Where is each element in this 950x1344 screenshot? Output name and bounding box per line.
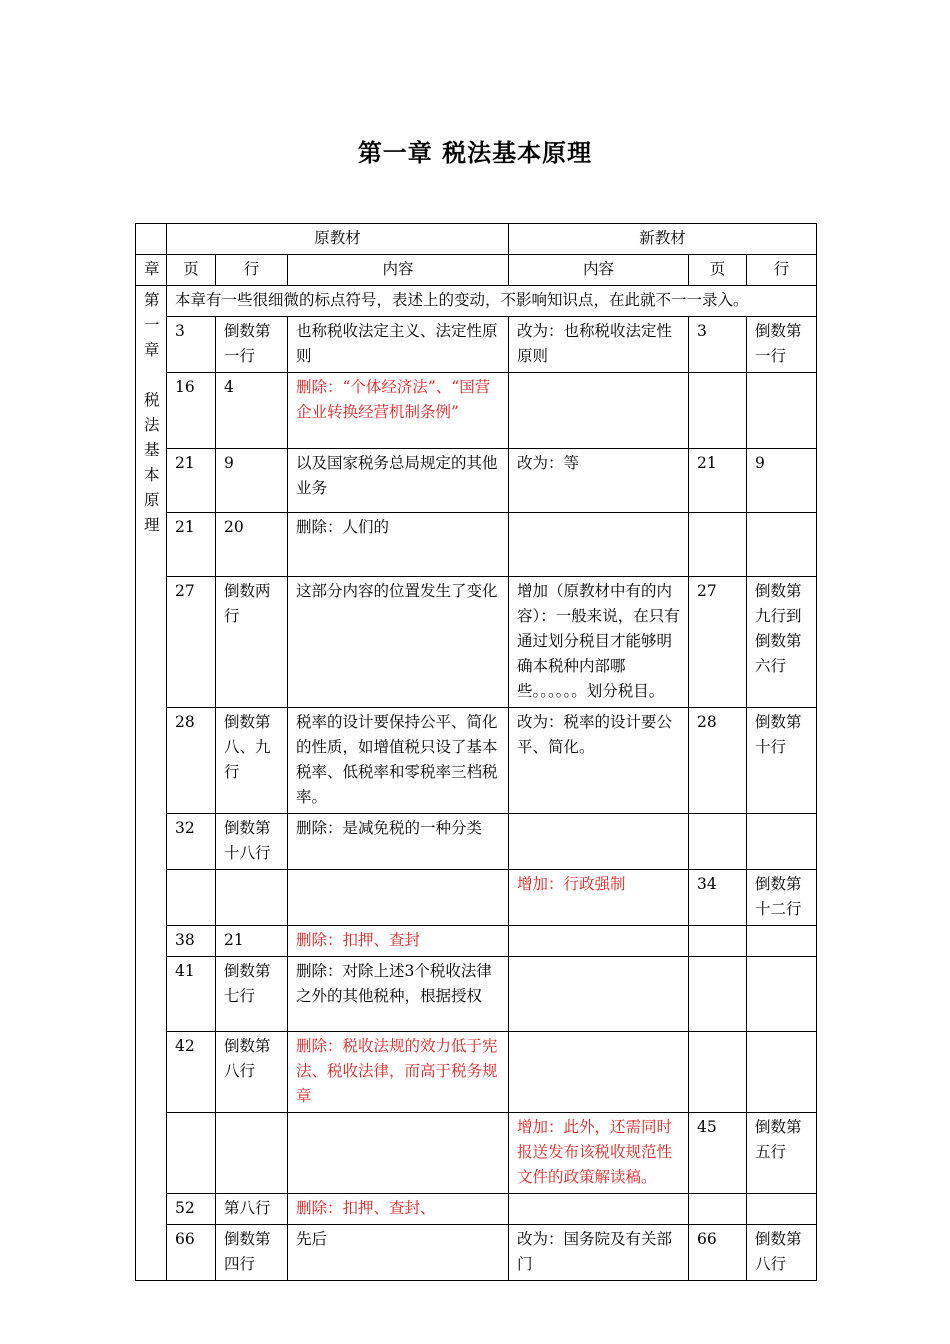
old-line-cell: 第八行 — [216, 1194, 288, 1225]
new-content-cell: 增加：行政强制 — [509, 870, 689, 926]
new-content-cell: 增加（原教材中有的内容）：一般来说，在只有通过划分税目才能够明确本税种内部哪些。。。。。。划分税目。 — [509, 577, 689, 708]
header-old-textbook: 原教材 — [167, 224, 509, 255]
chapter-label-char: 基 — [144, 441, 160, 459]
new-line-cell — [747, 373, 817, 449]
old-content-cell: 也称税收法定主义、法定性原则 — [288, 317, 509, 373]
new-line-cell — [747, 814, 817, 870]
old-page-cell: 52 — [167, 1194, 216, 1225]
new-line-cell — [747, 1194, 817, 1225]
new-page-cell: 66 — [689, 1225, 747, 1281]
new-content-cell — [509, 957, 689, 1032]
old-line-cell — [216, 1113, 288, 1194]
chapter-label-char: 法 — [144, 416, 160, 434]
chapter-label-char: 章 — [144, 341, 160, 359]
header-old-line: 行 — [216, 255, 288, 286]
header-group-row — [136, 224, 817, 255]
old-line-cell: 20 — [216, 513, 288, 577]
table-row — [136, 577, 817, 708]
old-content-cell: 税率的设计要保持公平、简化的性质，如增值税只设了基本税率、低税率和零税率三档税率。 — [288, 708, 509, 814]
note-row — [136, 286, 817, 317]
old-page-cell: 41 — [167, 957, 216, 1032]
new-page-cell — [689, 373, 747, 449]
header-new-content: 内容 — [509, 255, 689, 286]
old-page-cell — [167, 1113, 216, 1194]
old-content-cell: 删除：扣押、查封、 — [288, 1194, 509, 1225]
new-page-cell — [689, 1194, 747, 1225]
old-content-cell: 删除：对除上述3个税收法律之外的其他税种，根据授权 — [288, 957, 509, 1032]
new-line-cell — [747, 957, 817, 1032]
old-page-cell: 66 — [167, 1225, 216, 1281]
old-content-cell: 这部分内容的位置发生了变化 — [288, 577, 509, 708]
old-line-cell — [216, 870, 288, 926]
new-content-cell — [509, 373, 689, 449]
new-page-cell: 3 — [689, 317, 747, 373]
old-content-cell: 删除：税收法规的效力低于宪法、税收法律，而高于税务规章 — [288, 1032, 509, 1113]
new-page-cell — [689, 513, 747, 577]
old-page-cell: 32 — [167, 814, 216, 870]
header-new-page: 页 — [689, 255, 747, 286]
header-empty-cell — [136, 224, 167, 255]
new-line-cell — [747, 513, 817, 577]
old-page-cell: 16 — [167, 373, 216, 449]
new-line-cell: 倒数第九行到倒数第六行 — [747, 577, 817, 708]
old-page-cell: 21 — [167, 513, 216, 577]
table-row — [136, 814, 817, 870]
chapter-label-char: 原 — [144, 491, 160, 509]
old-line-cell: 倒数第四行 — [216, 1225, 288, 1281]
new-page-cell: 28 — [689, 708, 747, 814]
chapter-label-char: 一 — [144, 316, 160, 334]
new-content-cell — [509, 513, 689, 577]
new-page-cell — [689, 1032, 747, 1113]
page-title: 第一章 税法基本原理 — [357, 138, 593, 167]
old-line-cell: 倒数第十八行 — [216, 814, 288, 870]
old-content-cell: 删除：是减免税的一种分类 — [288, 814, 509, 870]
old-line-cell: 9 — [216, 449, 288, 513]
new-line-cell: 9 — [747, 449, 817, 513]
header-old-content: 内容 — [288, 255, 509, 286]
table-row — [136, 317, 817, 373]
old-page-cell: 3 — [167, 317, 216, 373]
table-row — [136, 513, 817, 577]
new-content-cell — [509, 814, 689, 870]
old-page-cell — [167, 870, 216, 926]
new-page-cell — [689, 814, 747, 870]
table-row — [136, 1225, 817, 1281]
new-content-cell — [509, 1194, 689, 1225]
new-content-cell: 改为：也称税收法定性原则 — [509, 317, 689, 373]
header-new-textbook: 新教材 — [509, 224, 817, 255]
old-page-cell: 42 — [167, 1032, 216, 1113]
old-line-cell: 倒数第一行 — [216, 317, 288, 373]
new-content-cell: 改为：等 — [509, 449, 689, 513]
header-new-line: 行 — [747, 255, 817, 286]
old-line-cell: 21 — [216, 926, 288, 957]
new-content-cell — [509, 1032, 689, 1113]
old-content-cell: 删除：人们的 — [288, 513, 509, 577]
header-column-row — [136, 255, 817, 286]
table-row — [136, 449, 817, 513]
chapter-label-char: 本 — [144, 466, 160, 484]
old-line-cell: 4 — [216, 373, 288, 449]
table-row — [136, 1194, 817, 1225]
old-content-cell: 删除：“个体经济法”、“国营企业转换经营机制条例” — [288, 373, 509, 449]
old-page-cell: 21 — [167, 449, 216, 513]
table-row — [136, 373, 817, 449]
new-line-cell: 倒数第十行 — [747, 708, 817, 814]
new-content-cell: 改为：税率的设计要公平、简化。 — [509, 708, 689, 814]
new-page-cell — [689, 957, 747, 1032]
note-text: 本章有一些很细微的标点符号，表述上的变动，不影响知识点，在此就不一一录入。 — [167, 286, 817, 317]
new-page-cell: 27 — [689, 577, 747, 708]
table-row — [136, 708, 817, 814]
header-chapter: 章 — [136, 255, 167, 286]
chapter-label — [136, 286, 167, 1281]
chapter-label-char: 税 — [144, 391, 160, 409]
table-row — [136, 926, 817, 957]
revision-table — [135, 223, 817, 1281]
new-page-cell: 45 — [689, 1113, 747, 1194]
new-page-cell: 34 — [689, 870, 747, 926]
old-line-cell: 倒数两行 — [216, 577, 288, 708]
new-content-cell: 改为：国务院及有关部门 — [509, 1225, 689, 1281]
old-page-cell: 28 — [167, 708, 216, 814]
new-line-cell: 倒数第十二行 — [747, 870, 817, 926]
new-page-cell — [689, 926, 747, 957]
old-page-cell: 27 — [167, 577, 216, 708]
old-content-cell — [288, 1113, 509, 1194]
table-row — [136, 870, 817, 926]
old-line-cell: 倒数第八、九行 — [216, 708, 288, 814]
old-line-cell: 倒数第八行 — [216, 1032, 288, 1113]
new-line-cell: 倒数第八行 — [747, 1225, 817, 1281]
old-line-cell: 倒数第七行 — [216, 957, 288, 1032]
old-page-cell: 38 — [167, 926, 216, 957]
old-content-cell: 删除：扣押、查封 — [288, 926, 509, 957]
old-content-cell — [288, 870, 509, 926]
table-row — [136, 1113, 817, 1194]
new-line-cell: 倒数第一行 — [747, 317, 817, 373]
new-content-cell: 增加：此外，还需同时报送发布该税收规范性文件的政策解读稿。 — [509, 1113, 689, 1194]
chapter-label-char: 第 — [144, 291, 160, 309]
table-row — [136, 957, 817, 1032]
new-line-cell — [747, 926, 817, 957]
old-content-cell: 先后 — [288, 1225, 509, 1281]
header-old-page: 页 — [167, 255, 216, 286]
new-line-cell: 倒数第五行 — [747, 1113, 817, 1194]
new-page-cell: 21 — [689, 449, 747, 513]
old-content-cell: 以及国家税务总局规定的其他业务 — [288, 449, 509, 513]
new-line-cell — [747, 1032, 817, 1113]
table-row — [136, 1032, 817, 1113]
chapter-label-char: 理 — [144, 516, 160, 534]
new-content-cell — [509, 926, 689, 957]
